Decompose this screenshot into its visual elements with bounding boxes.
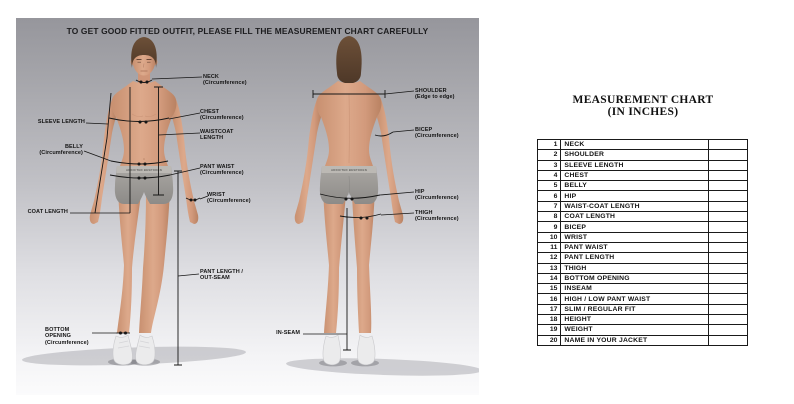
row-value-cell — [709, 304, 748, 314]
row-value-cell — [709, 181, 748, 191]
figure-panel — [16, 18, 479, 395]
sleeve-length-label: SLEEVE LENGTH — [37, 119, 85, 125]
row-number: 19 — [538, 325, 561, 335]
row-label: WRIST — [561, 232, 709, 242]
table-row — [538, 150, 748, 160]
row-label: SLEEVE LENGTH — [561, 160, 709, 170]
row-value-cell — [709, 150, 748, 160]
belly-label: BELLY (Circumference) — [39, 144, 83, 157]
waistcoat-length-label: WAISTCOAT LENGTH — [200, 129, 234, 142]
table-row — [538, 284, 748, 294]
chart-title — [537, 95, 749, 118]
floor-shadows — [22, 344, 479, 379]
measurement-chart-section — [537, 95, 749, 346]
back-hair — [336, 36, 361, 83]
pant-length-label: PANT LENGTH / OUT-SEAM — [200, 269, 244, 282]
row-number: 6 — [538, 191, 561, 201]
neck-label: NECK (Circumference) — [203, 74, 247, 87]
front-figure — [90, 37, 199, 365]
row-value-cell — [709, 191, 748, 201]
hip-label: HIP (Circumference) — [415, 189, 459, 202]
table-row — [538, 181, 748, 191]
table-row — [538, 212, 748, 222]
table-row — [538, 140, 748, 150]
row-label: BELLY — [561, 181, 709, 191]
row-number: 1 — [538, 140, 561, 150]
row-value-cell — [709, 160, 748, 170]
table-row — [538, 170, 748, 180]
row-label: HIP — [561, 191, 709, 201]
row-value-cell — [709, 140, 748, 150]
row-value-cell — [709, 170, 748, 180]
row-value-cell — [709, 253, 748, 263]
row-label: PANT WAIST — [561, 242, 709, 252]
row-label: HEIGHT — [561, 315, 709, 325]
pant-waist-label: PANT WAIST (Circumference) — [200, 164, 244, 177]
row-label: BICEP — [561, 222, 709, 232]
row-value-cell — [709, 294, 748, 304]
row-label: WEIGHT — [561, 325, 709, 335]
row-value-cell — [709, 325, 748, 335]
row-value-cell — [709, 284, 748, 294]
row-number: 16 — [538, 294, 561, 304]
row-label: SLIM / REGULAR FIT — [561, 304, 709, 314]
table-row — [538, 201, 748, 211]
row-number: 9 — [538, 222, 561, 232]
bottom-opening-label: BOTTOM OPENING (Circumference) — [45, 327, 89, 346]
row-value-cell — [709, 242, 748, 252]
wrist-label: WRIST (Circumference) — [207, 192, 251, 205]
row-number: 7 — [538, 201, 561, 211]
chart-title-line2: (IN INCHES) — [607, 105, 679, 118]
chart-title-line1: MEASUREMENT CHART — [572, 94, 714, 106]
row-label: CHEST — [561, 170, 709, 180]
row-number: 5 — [538, 181, 561, 191]
front-right-leg — [139, 186, 170, 333]
back-left-arm — [295, 97, 321, 224]
row-number: 4 — [538, 170, 561, 180]
chest-label: CHEST (Circumference) — [200, 109, 244, 122]
table-row — [538, 304, 748, 314]
row-label: COAT LENGTH — [561, 212, 709, 222]
back-waistband-text: ADDICTED BESPOKEN — [330, 168, 368, 173]
row-label: THIGH — [561, 263, 709, 273]
bicep-label: BICEP (Circumference) — [415, 127, 459, 140]
front-waistband-text: ADDICTED BESPOKEN — [125, 168, 163, 173]
front-left-leg — [117, 186, 141, 333]
row-number: 17 — [538, 304, 561, 314]
inseam-label: IN-SEAM — [276, 330, 300, 336]
back-right-leg — [352, 186, 375, 333]
row-value-cell — [709, 212, 748, 222]
measurement-table — [537, 139, 748, 346]
bottom-opening-line — [92, 332, 130, 334]
row-value-cell — [709, 201, 748, 211]
row-value-cell — [709, 273, 748, 283]
table-row — [538, 325, 748, 335]
back-left-leg — [323, 186, 346, 333]
thigh-label: THIGH (Circumference) — [415, 210, 459, 223]
row-value-cell — [709, 263, 748, 273]
front-navel — [143, 158, 145, 160]
row-number: 15 — [538, 284, 561, 294]
row-label: NECK — [561, 140, 709, 150]
row-label: BOTTOM OPENING — [561, 273, 709, 283]
row-number: 8 — [538, 212, 561, 222]
row-label: NAME IN YOUR JACKET — [561, 335, 709, 345]
row-label: HIGH / LOW PANT WAIST — [561, 294, 709, 304]
row-number: 2 — [538, 150, 561, 160]
front-left-arm — [90, 97, 116, 224]
table-row — [538, 222, 748, 232]
panel-instruction: TO GET GOOD FITTED OUTFIT, PLEASE FILL THE MEASUREMENT CHART CAREFULLY — [66, 26, 429, 36]
table-row — [538, 191, 748, 201]
table-row — [538, 242, 748, 252]
back-figure — [295, 36, 404, 365]
row-value-cell — [709, 335, 748, 345]
table-row — [538, 315, 748, 325]
row-label: SHOULDER — [561, 150, 709, 160]
coat-length-label: COAT LENGTH — [27, 209, 68, 215]
row-value-cell — [709, 222, 748, 232]
table-row — [538, 273, 748, 283]
shoulder-label: SHOULDER (Edge to edge) — [415, 88, 455, 101]
table-row — [538, 335, 748, 345]
row-label: WAIST-COAT LENGTH — [561, 201, 709, 211]
table-row — [538, 253, 748, 263]
row-number: 11 — [538, 242, 561, 252]
row-number: 13 — [538, 263, 561, 273]
row-value-cell — [709, 232, 748, 242]
back-right-arm — [377, 97, 403, 224]
row-number: 3 — [538, 160, 561, 170]
table-row — [538, 294, 748, 304]
row-number: 14 — [538, 273, 561, 283]
table-row — [538, 263, 748, 273]
row-label: INSEAM — [561, 284, 709, 294]
row-value-cell — [709, 315, 748, 325]
row-number: 12 — [538, 253, 561, 263]
row-number: 20 — [538, 335, 561, 345]
table-row — [538, 232, 748, 242]
table-row — [538, 160, 748, 170]
row-number: 10 — [538, 232, 561, 242]
row-number: 18 — [538, 315, 561, 325]
row-label: PANT LENGTH — [561, 253, 709, 263]
